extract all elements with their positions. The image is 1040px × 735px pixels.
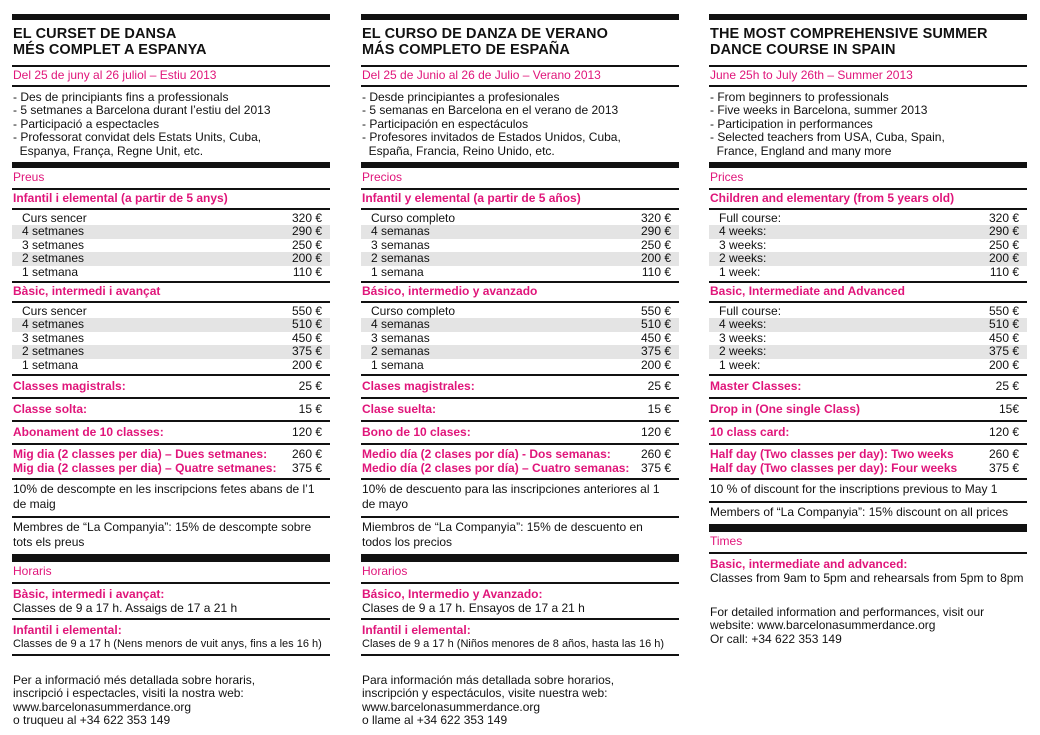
price-row [12, 318, 330, 331]
price-row [709, 318, 1027, 331]
price-value: 200 € [640, 357, 671, 372]
price-row [361, 305, 679, 318]
half-day-label: Mig dia (2 classes per dia) – Quatre setmanes: [13, 460, 277, 475]
price-label: 3 weeks: [719, 237, 767, 252]
contact-line: For detailed information and performances, visit our [710, 604, 985, 619]
feature-item: - Desde principiantes a profesionales [362, 90, 560, 104]
half-day-label: Half day (Two classes per day): Four weeks [710, 460, 958, 475]
price-value: 200 € [988, 357, 1019, 372]
price-label: 1 week: [719, 264, 761, 279]
schedule-title: Infantil i elemental: [362, 622, 471, 637]
master-classes-row [709, 376, 1027, 399]
half-day-label: Medio día (2 clases por día) – Cuatro semanas: [362, 460, 630, 475]
price-row [361, 225, 679, 238]
single-class-price: 15€ [998, 402, 1019, 417]
price-value: 450 € [291, 330, 322, 345]
half-day-price: 260 € [988, 447, 1019, 462]
half-day-price: 375 € [988, 460, 1019, 475]
contact-line: www.barcelonasummerdance.org [362, 699, 541, 714]
price-label: 1 setmana [22, 357, 79, 372]
half-day-row [362, 462, 671, 475]
price-value: 290 € [988, 224, 1019, 239]
feature-list [709, 87, 1027, 162]
price-label: 2 setmanes [22, 344, 85, 359]
price-value: 375 € [640, 344, 671, 359]
price-label: 3 weeks: [719, 330, 767, 345]
schedule-text: Classes from 9am to 5pm and rehearsals from 5pm to 8pm [710, 570, 1024, 585]
contact-line: website: www.barcelonasummerdance.org [710, 618, 936, 633]
class-card-label: Bono de 10 clases: [362, 425, 471, 440]
half-day-price: 260 € [640, 447, 671, 462]
master-classes-row [12, 376, 330, 399]
course-title [12, 20, 330, 65]
class-card-label: 10 class card: [710, 425, 790, 440]
single-class-row [361, 399, 679, 422]
price-label: 1 week: [719, 357, 761, 372]
half-day-row [710, 462, 1019, 475]
feature-item: - Des de principiants fins a professionals [13, 90, 229, 104]
master-classes-label: Clases magistrales: [362, 379, 475, 394]
half-day-prices [709, 445, 1027, 480]
price-value: 550 € [291, 304, 322, 319]
price-value: 250 € [291, 237, 322, 252]
contact-line: inscripción y espectáculos, visite nuestra web: [362, 686, 608, 701]
price-label: 3 semanas [371, 330, 430, 345]
price-row [361, 252, 679, 265]
prices-heading: Prices [709, 168, 1027, 190]
schedule-text: Classes de 9 a 17 h. Assaigs de 17 a 21 h [12, 601, 330, 620]
price-group-title: Infantil i elemental (a partir de 5 anys) [12, 190, 330, 210]
half-day-price: 375 € [640, 460, 671, 475]
price-value: 450 € [640, 330, 671, 345]
title-line: THE MOST COMPREHENSIVE SUMMER [710, 26, 988, 42]
schedule-text: Classes de 9 a 17 h (Nens menors de vuit anys, fins a les 16 h) [12, 637, 330, 656]
price-row [12, 225, 330, 238]
price-value: 320 € [291, 211, 322, 226]
price-group-title: Basic, Intermediate and Advanced [709, 283, 1027, 303]
price-row [361, 318, 679, 331]
single-class-label: Clase suelta: [362, 402, 437, 417]
price-row [709, 359, 1027, 372]
price-row [12, 266, 330, 279]
early-discount: 10% de descompte en les inscripcions fetes abans de l’1 de maig [12, 480, 330, 518]
column-spanish [361, 14, 679, 728]
price-value: 510 € [291, 317, 322, 332]
course-dates: Del 25 de Junio al 26 de Julio – Verano 2013 [361, 65, 679, 87]
single-class-price: 15 € [298, 402, 322, 417]
price-row [709, 252, 1027, 265]
schedule-text: Clases de 9 a 17 h (Niños menores de 8 años, hasta las 16 h) [361, 637, 679, 656]
times-heading: Horaris [12, 562, 330, 584]
price-row [361, 212, 679, 225]
price-label: 2 semanas [371, 251, 430, 266]
price-value: 250 € [988, 237, 1019, 252]
price-label: 3 setmanes [22, 330, 85, 345]
price-group-title: Children and elementary (from 5 years old) [709, 190, 1027, 210]
price-group-title: Bàsic, intermedi i avançat [12, 283, 330, 303]
price-label: 4 setmanes [22, 317, 85, 332]
class-card-price: 120 € [640, 425, 671, 440]
price-label: 2 semanas [371, 344, 430, 359]
contact-info [709, 588, 1027, 646]
price-value: 375 € [988, 344, 1019, 359]
contact-line: www.barcelonasummerdance.org [13, 699, 192, 714]
feature-item: - Profesores invitados de Estados Unidos, Cuba, [362, 130, 621, 145]
price-row [709, 332, 1027, 345]
schedule-title: Infantil i elemental: [13, 622, 122, 637]
price-value: 250 € [640, 237, 671, 252]
feature-item: - Participación en espectáculos [362, 116, 529, 131]
price-label: 2 weeks: [719, 251, 767, 266]
half-day-row [362, 448, 671, 461]
contact-line: o truqueu al +34 622 353 149 [13, 713, 171, 728]
price-row [361, 359, 679, 372]
feature-item: France, England and many more [710, 143, 892, 158]
class-card-row [709, 422, 1027, 445]
price-table [709, 210, 1027, 283]
members-discount: Members of “La Companyia”: 15% discount on all prices [709, 503, 1027, 526]
contact-line: Para información más detallada sobre horarios, [362, 672, 615, 687]
price-value: 450 € [988, 330, 1019, 345]
price-label: 4 semanas [371, 317, 430, 332]
feature-list [361, 87, 679, 162]
price-row [12, 212, 330, 225]
early-discount: 10 % of discount for the inscriptions previous to May 1 [709, 480, 1027, 503]
half-day-row [13, 462, 322, 475]
price-value: 200 € [640, 251, 671, 266]
price-label: Curso completo [371, 304, 456, 319]
price-row [12, 305, 330, 318]
price-row [361, 345, 679, 358]
schedule-title: Bàsic, intermedi i avançat: [13, 586, 165, 601]
class-card-row [12, 422, 330, 445]
price-label: 4 weeks: [719, 317, 767, 332]
price-label: 3 semanas [371, 237, 430, 252]
price-value: 110 € [292, 264, 322, 279]
class-card-row [361, 422, 679, 445]
title-line: MÉS COMPLET A ESPANYA [13, 42, 207, 58]
feature-item: - Participació a espectacles [13, 116, 160, 131]
members-discount: Membres de “La Companyia”: 15% de descompte sobre tots els preus [12, 518, 330, 556]
feature-list [12, 87, 330, 162]
price-row [12, 332, 330, 345]
price-label: 3 setmanes [22, 237, 85, 252]
price-value: 510 € [988, 317, 1019, 332]
contact-line: Or call: +34 622 353 149 [710, 631, 842, 646]
feature-item: - Professorat convidat dels Estats Units, Cuba, [13, 130, 262, 145]
master-classes-price: 25 € [647, 379, 671, 394]
prices-heading: Precios [361, 168, 679, 190]
price-label: 2 setmanes [22, 251, 85, 266]
half-day-row [710, 448, 1019, 461]
half-day-row [13, 448, 322, 461]
price-label: 4 semanas [371, 224, 430, 239]
contact-line: Per a informació més detallada sobre horaris, [13, 672, 256, 687]
price-value: 290 € [640, 224, 671, 239]
contact-info [12, 656, 330, 728]
price-value: 110 € [641, 264, 671, 279]
master-classes-price: 25 € [995, 379, 1019, 394]
price-group-title: Básico, intermedio y avanzado [361, 283, 679, 303]
single-class-row [709, 399, 1027, 422]
price-label: Full course: [719, 211, 782, 226]
title-line: EL CURSET DE DANSA [13, 26, 177, 42]
price-table [12, 210, 330, 283]
price-value: 550 € [988, 304, 1019, 319]
price-label: Curs sencer [22, 304, 87, 319]
feature-item: - Five weeks in Barcelona, summer 2013 [710, 103, 928, 118]
price-value: 375 € [291, 344, 322, 359]
price-row [12, 252, 330, 265]
single-class-price: 15 € [647, 402, 671, 417]
class-card-price: 120 € [291, 425, 322, 440]
price-row [361, 266, 679, 279]
feature-item: - Participation in performances [710, 116, 873, 131]
contact-line: inscripció i espectacles, visiti la nostra web: [13, 686, 244, 701]
price-row [709, 239, 1027, 252]
half-day-prices [361, 445, 679, 480]
members-discount: Miembros de “La Companyia”: 15% de descuento en todos los precios [361, 518, 679, 556]
price-label: 1 setmana [22, 264, 79, 279]
price-row [709, 266, 1027, 279]
schedule-text: Clases de 9 a 17 h. Ensayos de 17 a 21 h [361, 601, 679, 620]
price-group-title: Infantil y elemental (a partir de 5 años) [361, 190, 679, 210]
price-label: Curso completo [371, 211, 456, 226]
master-classes-price: 25 € [298, 379, 322, 394]
single-class-label: Drop in (One single Class) [710, 402, 861, 417]
price-row [361, 239, 679, 252]
course-dates: Del 25 de juny al 26 juliol – Estiu 2013 [12, 65, 330, 87]
price-table [361, 210, 679, 283]
price-label: 1 semana [371, 357, 424, 372]
course-dates: June 25h to July 26th – Summer 2013 [709, 65, 1027, 87]
single-class-label: Classe solta: [13, 402, 88, 417]
price-table [12, 303, 330, 376]
price-value: 200 € [291, 357, 322, 372]
price-row [12, 239, 330, 252]
class-card-label: Abonament de 10 classes: [13, 425, 164, 440]
price-label: Full course: [719, 304, 782, 319]
title-line: EL CURSO DE DANZA DE VERANO [362, 26, 608, 42]
prices-heading: Preus [12, 168, 330, 190]
half-day-label: Half day (Two classes per day): Two weeks [710, 447, 954, 462]
early-discount: 10% de descuento para las inscripciones anteriores al 1 de mayo [361, 480, 679, 518]
price-label: Curs sencer [22, 211, 87, 226]
price-row [709, 212, 1027, 225]
feature-item: España, Francia, Reino Unido, etc. [362, 143, 555, 158]
title-line: DANCE COURSE IN SPAIN [710, 42, 896, 58]
half-day-label: Medio día (2 clases por día) - Dos semanas: [362, 447, 611, 462]
price-table [361, 303, 679, 376]
column-english [709, 14, 1027, 646]
class-card-price: 120 € [988, 425, 1019, 440]
price-value: 320 € [988, 211, 1019, 226]
price-label: 4 weeks: [719, 224, 767, 239]
single-class-row [12, 399, 330, 422]
times-heading: Horarios [361, 562, 679, 584]
half-day-price: 375 € [291, 460, 322, 475]
price-row [709, 305, 1027, 318]
master-classes-label: Classes magistrals: [13, 379, 126, 394]
column-catalan [12, 14, 330, 728]
price-label: 1 semana [371, 264, 424, 279]
feature-item: - From beginners to professionals [710, 90, 889, 104]
price-value: 320 € [640, 211, 671, 226]
schedule-title: Básico, Intermedio y Avanzado: [362, 586, 543, 601]
price-row [361, 332, 679, 345]
feature-item: - 5 setmanes a Barcelona durant l’estiu del 2013 [13, 103, 271, 118]
master-classes-label: Master Classes: [710, 379, 802, 394]
price-row [12, 345, 330, 358]
price-label: 2 weeks: [719, 344, 767, 359]
times-heading: Times [709, 532, 1027, 554]
feature-item: - 5 semanas en Barcelona en el verano de 2013 [362, 103, 619, 118]
contact-line: o llame al +34 622 353 149 [362, 713, 508, 728]
price-row [12, 359, 330, 372]
price-value: 290 € [291, 224, 322, 239]
course-title [709, 20, 1027, 65]
price-value: 510 € [640, 317, 671, 332]
price-row [709, 345, 1027, 358]
contact-info [361, 656, 679, 728]
feature-item: Espanya, França, Regne Unit, etc. [13, 143, 204, 158]
master-classes-row [361, 376, 679, 399]
price-value: 200 € [291, 251, 322, 266]
price-label: 4 setmanes [22, 224, 85, 239]
half-day-label: Mig dia (2 classes per dia) – Dues setmanes: [13, 447, 268, 462]
half-day-prices [12, 445, 330, 480]
price-value: 110 € [989, 264, 1019, 279]
price-table [709, 303, 1027, 376]
feature-item: - Selected teachers from USA, Cuba, Spain, [710, 130, 945, 145]
half-day-price: 260 € [291, 447, 322, 462]
price-row [709, 225, 1027, 238]
schedule-title: Basic, intermediate and advanced: [710, 556, 908, 571]
price-value: 200 € [988, 251, 1019, 266]
course-title [361, 20, 679, 65]
price-value: 550 € [640, 304, 671, 319]
title-line: MÁS COMPLETO DE ESPAÑA [362, 42, 570, 58]
